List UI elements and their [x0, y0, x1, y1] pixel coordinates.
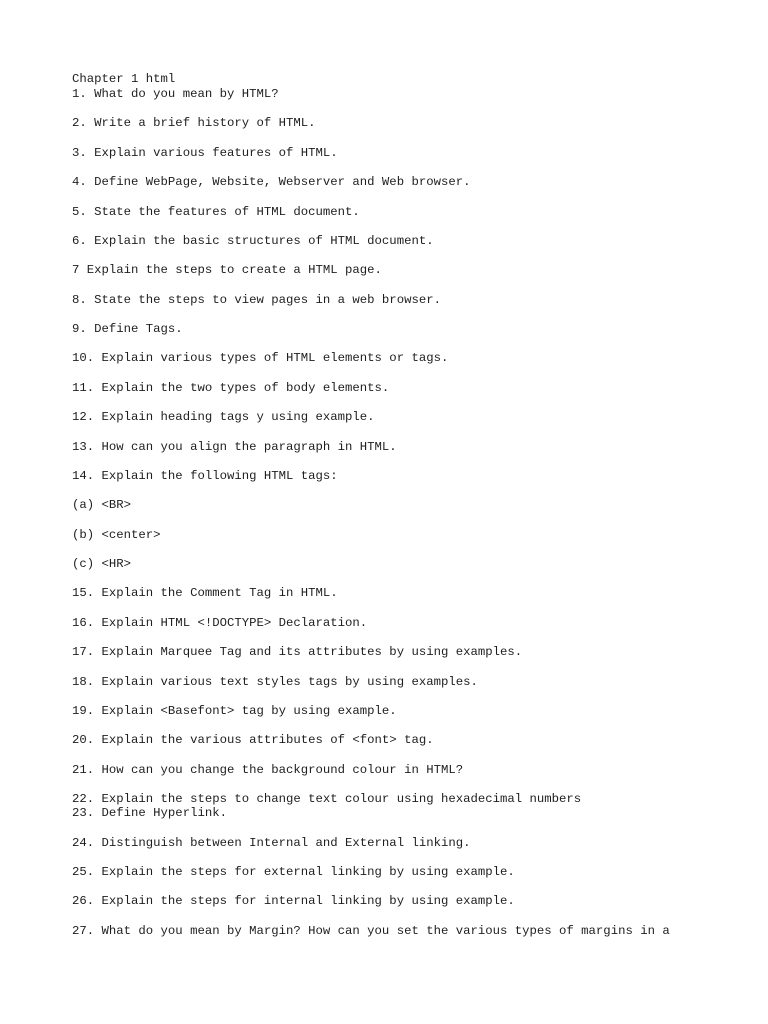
question-line: 23. Define Hyperlink.: [72, 806, 227, 820]
question-line: 11. Explain the two types of body elements.: [72, 381, 390, 395]
question-line: 26. Explain the steps for internal linking by using example.: [72, 894, 515, 908]
question-line: 22. Explain the steps to change text colour using hexadecimal numbers: [72, 792, 582, 806]
question-line: 20. Explain the various attributes of <font> tag.: [72, 733, 434, 747]
question-line: 2. Write a brief history of HTML.: [72, 116, 316, 130]
question-line: 27. What do you mean by Margin? How can you set the various types of margins in a: [72, 924, 670, 938]
question-line: 14. Explain the following HTML tags:: [72, 469, 338, 483]
question-line: 1. What do you mean by HTML?: [72, 87, 279, 101]
question-line: 15. Explain the Comment Tag in HTML.: [72, 586, 338, 600]
sub-item-line: (b) <center>: [72, 528, 161, 542]
question-line: 12. Explain heading tags y using example.: [72, 410, 375, 424]
sub-item-line: (c) <HR>: [72, 557, 132, 571]
question-line: 5. State the features of HTML document.: [72, 205, 360, 219]
question-line: 17. Explain Marquee Tag and its attributes by using examples.: [72, 645, 523, 659]
question-line: 25. Explain the steps for external linking by using example.: [72, 865, 515, 879]
question-line: 19. Explain <Basefont> tag by using example.: [72, 704, 397, 718]
question-line: 24. Distinguish between Internal and External linking.: [72, 836, 471, 850]
question-line: 18. Explain various text styles tags by using examples.: [72, 675, 478, 689]
question-line: 10. Explain various types of HTML elements or tags.: [72, 351, 449, 365]
question-line: 16. Explain HTML <!DOCTYPE> Declaration.: [72, 616, 368, 630]
question-line: 7 Explain the steps to create a HTML page.: [72, 263, 382, 277]
question-line: 21. How can you change the background colour in HTML?: [72, 763, 464, 777]
question-line: 9. Define Tags.: [72, 322, 183, 336]
chapter-title: Chapter 1 html: [72, 72, 176, 86]
question-line: 3. Explain various features of HTML.: [72, 146, 338, 160]
question-line: 13. How can you align the paragraph in HTML.: [72, 440, 397, 454]
question-line: 8. State the steps to view pages in a web browser.: [72, 293, 441, 307]
question-line: 4. Define WebPage, Website, Webserver and Web browser.: [72, 175, 471, 189]
sub-item-line: (a) <BR>: [72, 498, 132, 512]
question-line: 6. Explain the basic structures of HTML document.: [72, 234, 434, 248]
